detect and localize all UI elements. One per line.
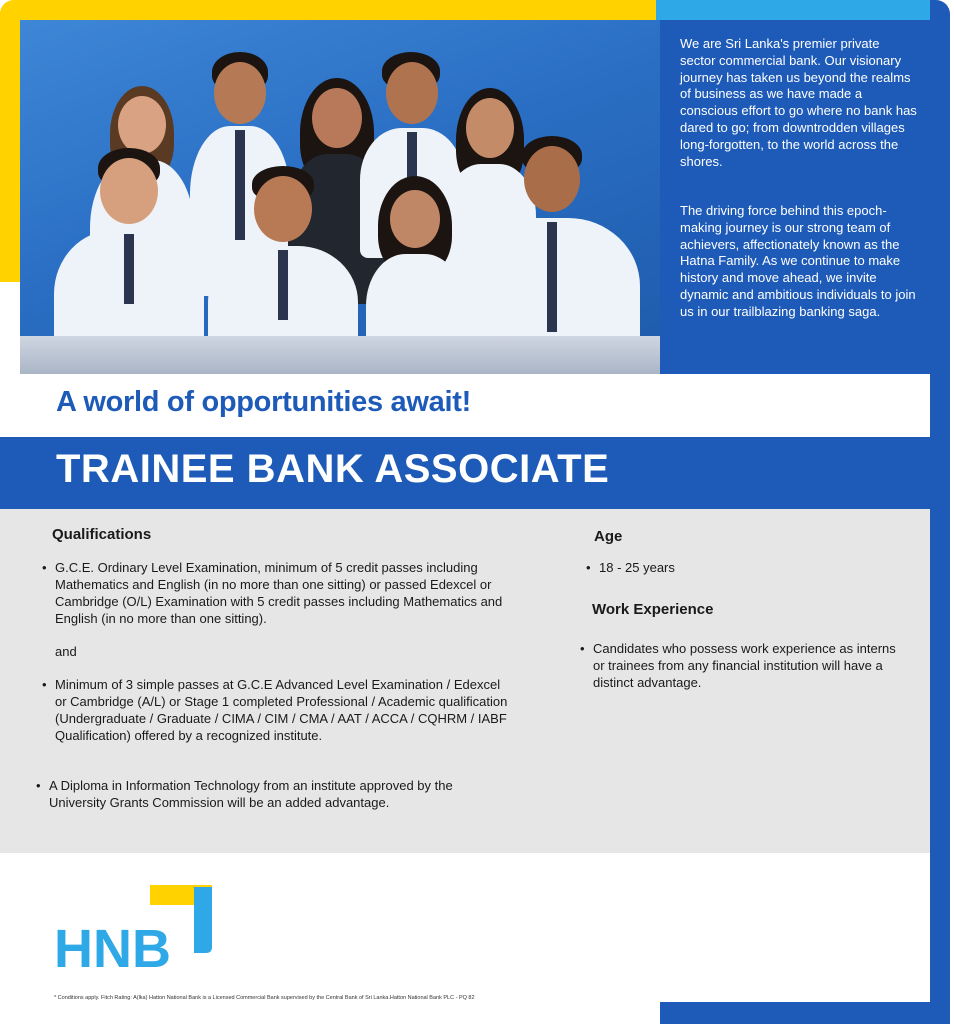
requirements-section: [0, 509, 930, 853]
bullet-icon: •: [586, 560, 591, 575]
age-item: [586, 559, 799, 576]
tagline: A world of opportunities await!: [56, 386, 471, 418]
qualifications-heading: Qualifications: [52, 526, 152, 543]
footer: [0, 853, 930, 1002]
work-experience-heading: Work Experience: [592, 601, 714, 618]
qualification-item-1: [42, 559, 545, 627]
blue-frame-bottom: [660, 1002, 950, 1024]
qualification-item-1-text: G.C.E. Ordinary Level Examination, minimum of 5 credit passes including Mathematics and English (in no more than one sitting) or passed Edexcel or Cambridge (O/L) Examination with 5 credit passes including Mathematics and English (in no more than one sitting).: [55, 560, 503, 626]
title-band: [0, 437, 930, 509]
qualification-connector: and: [55, 644, 77, 659]
qualification-item-2: [42, 676, 515, 744]
conference-table: [20, 336, 660, 374]
logo-accent-blue: [194, 887, 212, 953]
intro-panel: [660, 20, 930, 374]
age-item-text: 18 - 25 years: [599, 560, 675, 575]
blue-frame-right: [930, 0, 950, 1024]
qualification-item-3: [36, 777, 489, 811]
cyan-frame-top: [656, 0, 948, 20]
logo-text: HNB: [54, 919, 171, 975]
footnote: * Conditions apply. Fitch Rating: A(lka) Hatton National Bank is a Licensed Commercial Bank supervised by the Central Bank of Sri Lanka.Hatton National Bank PLC - PQ 82: [54, 995, 475, 1001]
qualification-item-3-text: A Diploma in Information Technology from an institute approved by the University Grants Commission will be an added advantage.: [49, 778, 453, 810]
position-title: TRAINEE BANK ASSOCIATE: [56, 447, 610, 491]
team-photo: [20, 20, 660, 374]
qualification-item-2-text: Minimum of 3 simple passes at G.C.E Advanced Level Examination / Edexcel or Cambridge (A/L) or Stage 1 completed Professional / Academic qualification (Undergraduate / Graduate / CIMA / CIM / CMA / AAT / ACCA / CQHRM / IABF Qualification) offered by a recognized institute.: [55, 677, 508, 743]
bullet-icon: •: [580, 641, 585, 656]
work-experience-item-text: Candidates who possess work experience as interns or trainees from any financial institution will have a distinct advantage.: [593, 641, 896, 690]
intro-paragraph-1: We are Sri Lanka's premier private sector commercial bank. Our visionary journey has taken us beyond the realms of business as we have made a conscious effort to go where no bank has dared to go; from downtrodden villages long-forgotten, to the world across the shores.: [680, 36, 917, 169]
bullet-icon: •: [36, 778, 41, 793]
work-experience-item: [580, 640, 908, 691]
age-heading: Age: [594, 528, 623, 545]
bullet-icon: •: [42, 677, 47, 692]
intro-paragraph-2: The driving force behind this epoch-making journey is our strong team of achievers, affectionately known as the Hatna Family. As we continue to make history and move ahead, we invite dynamic and ambitious individuals to join us in our trailblazing banking saga.: [680, 203, 916, 319]
yellow-frame-top: [0, 0, 660, 20]
hnb-logo: [54, 885, 224, 975]
yellow-frame-left: [0, 0, 20, 282]
bullet-icon: •: [42, 560, 47, 575]
